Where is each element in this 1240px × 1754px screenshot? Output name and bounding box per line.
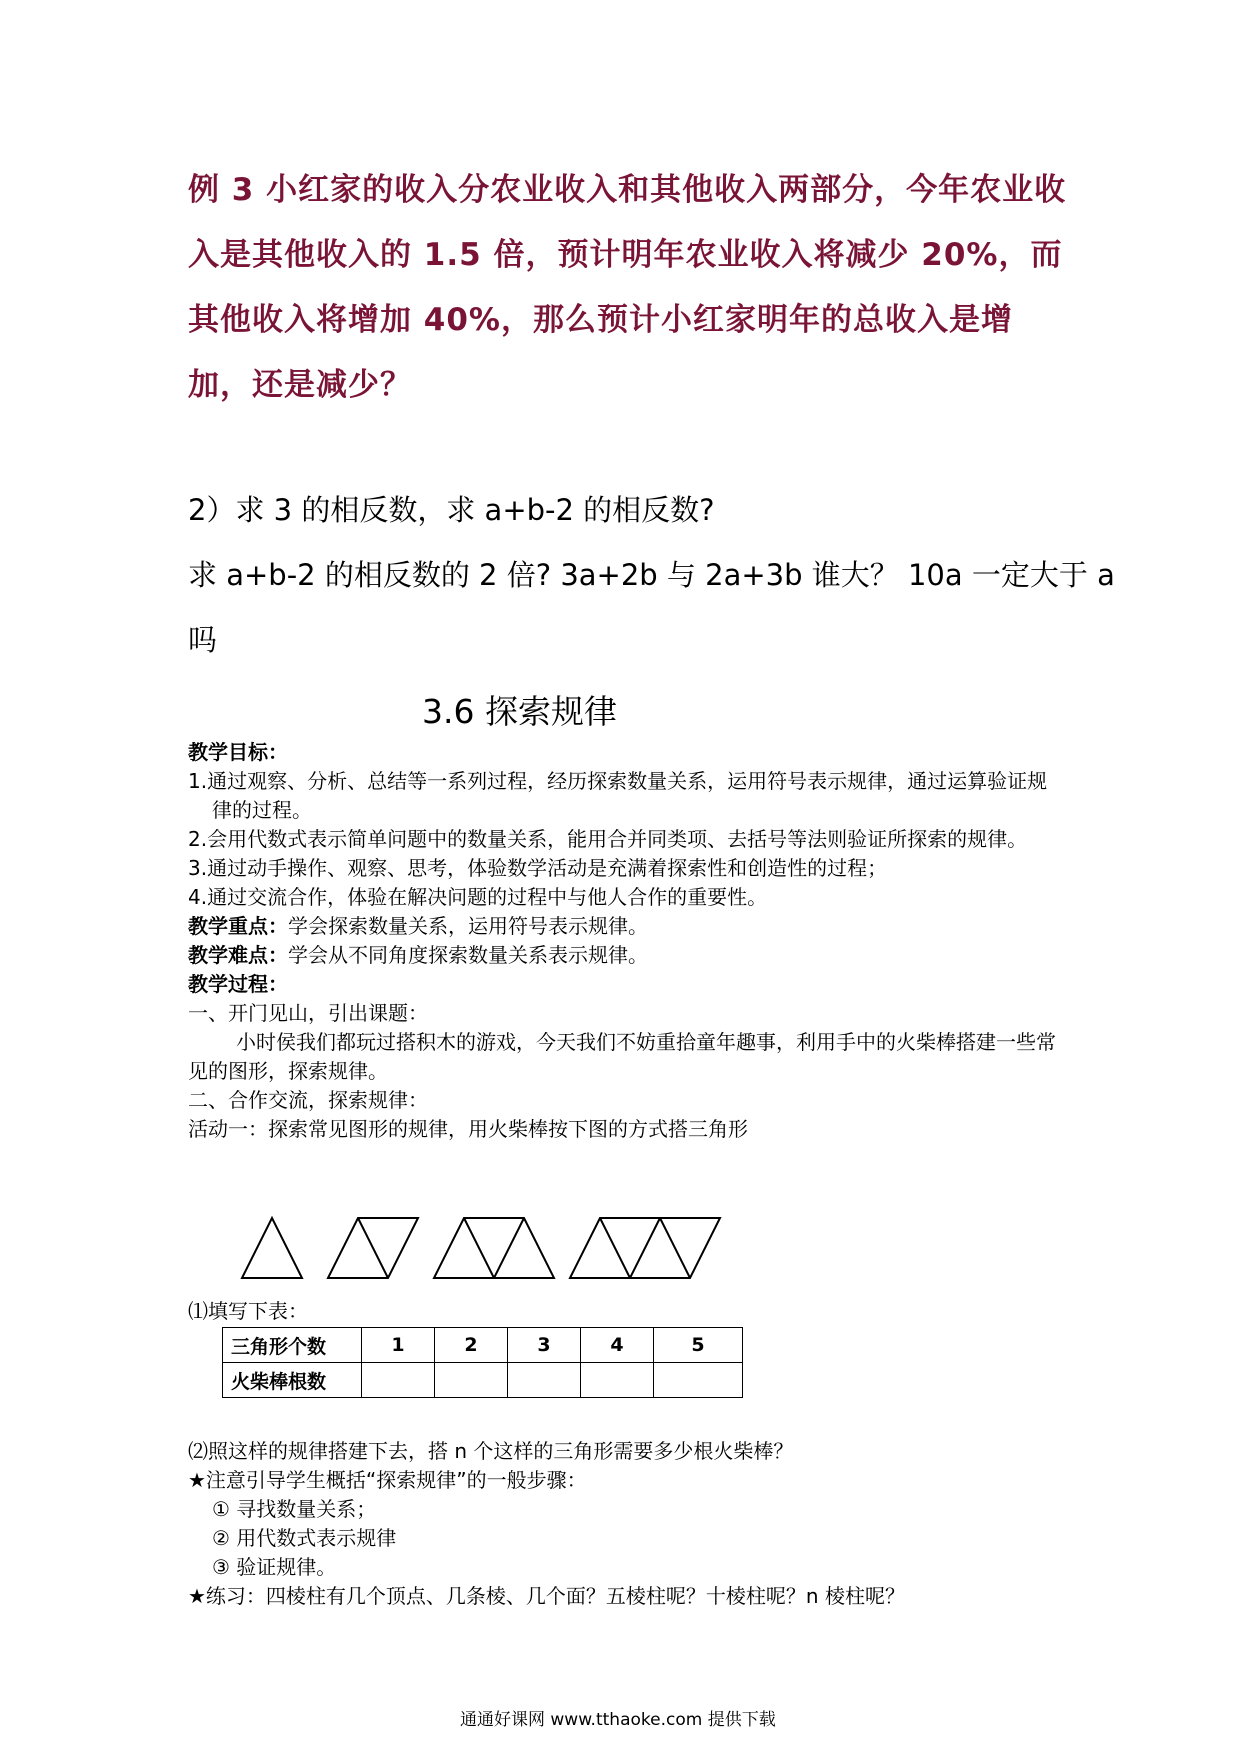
question-2a: 2）求 3 的相反数，求 a+b-2 的相反数? bbox=[188, 493, 715, 527]
table-cell bbox=[581, 1363, 654, 1398]
step-item: ③ 验证规律。 bbox=[212, 1555, 337, 1579]
step-item: ① 寻找数量关系； bbox=[212, 1497, 377, 1521]
row-label-triangles: 三角形个数 bbox=[223, 1328, 362, 1363]
question-2b: 求 a+b-2 的相反数的 2 倍? 3a+2b 与 2a+3b 谁大？ 10a 一定大于 a bbox=[188, 558, 1115, 592]
part1-text: 小时侯我们都玩过搭积木的游戏，今天我们不妨重拾童年趣事，利用手中的火柴棒搭建一些常见的图形，探索规律。 bbox=[188, 1030, 1056, 1083]
question-n: ⑵照这样的规律搭建下去，搭 n 个这样的三角形需要多少根火柴棒？ bbox=[188, 1439, 794, 1463]
table-cell: 1 bbox=[362, 1328, 435, 1363]
table-cell bbox=[435, 1363, 508, 1398]
key-label: 教学重点： bbox=[188, 914, 288, 938]
example-3-problem: 例 3 小红家的收入分农业收入和其他收入两部分，今年农业收入是其他收入的 1.5 倍，预计明年农业收入将减少 20%，而其他收入将增加 40%，那么预计小红家明年的总收入是增加，还是减少？ bbox=[188, 172, 1067, 403]
key-point bbox=[188, 912, 1058, 941]
key-text: 学会探索数量关系，运用符号表示规律。 bbox=[288, 914, 648, 938]
table-cell bbox=[508, 1363, 581, 1398]
goal-item: 2.会用代数式表示简单问题中的数量关系，能用合并同类项、去括号等法则验证所探索的规律。 bbox=[188, 827, 1028, 851]
difficulty-point bbox=[188, 941, 1058, 970]
table-cell: 3 bbox=[508, 1328, 581, 1363]
section-title: 3.6 探索规律 bbox=[422, 692, 617, 731]
difficulty-label: 教学难点： bbox=[188, 943, 288, 967]
row-label-matches: 火柴棒根数 bbox=[223, 1363, 362, 1398]
goal-item: 3.通过动手操作、观察、思考，体验数学活动是充满着探索性和创造性的过程； bbox=[188, 856, 888, 880]
step-item: ② 用代数式表示规律 bbox=[212, 1526, 397, 1550]
closing-section bbox=[188, 1437, 1068, 1611]
matchstick-table bbox=[222, 1327, 743, 1398]
question-2b-end: 吗 bbox=[188, 623, 218, 657]
matchstick-triangles-figure bbox=[238, 1214, 738, 1282]
table-cell: 2 bbox=[435, 1328, 508, 1363]
fill-table-label: ⑴填写下表： bbox=[188, 1299, 308, 1323]
steps-note: ★注意引导学生概括“探索规律”的一般步骤： bbox=[188, 1468, 587, 1492]
process-label: 教学过程： bbox=[188, 972, 288, 996]
difficulty-text: 学会从不同角度探索数量关系表示规律。 bbox=[288, 943, 648, 967]
table-row bbox=[223, 1328, 743, 1363]
goal-item: 4.通过交流合作，体验在解决问题的过程中与他人合作的重要性。 bbox=[188, 885, 768, 909]
table-cell bbox=[654, 1363, 743, 1398]
goals-heading: 教学目标： bbox=[188, 740, 288, 764]
footer: 通通好课网 www.tthaoke.com 提供下载 bbox=[460, 1710, 776, 1730]
table-cell bbox=[362, 1363, 435, 1398]
table-row bbox=[223, 1363, 743, 1398]
part1-heading: 一、开门见山，引出课题： bbox=[188, 1001, 428, 1025]
exercise: ★练习：四棱柱有几个顶点、几条棱、几个面？五棱柱呢？十棱柱呢？n 棱柱呢？ bbox=[188, 1584, 905, 1608]
table-cell: 4 bbox=[581, 1328, 654, 1363]
one-triangle bbox=[242, 1218, 302, 1278]
part2-heading: 二、合作交流，探索规律： bbox=[188, 1088, 428, 1112]
lesson-body bbox=[188, 738, 1058, 1144]
activity-1: 活动一：探索常见图形的规律，用火柴棒按下图的方式搭三角形 bbox=[188, 1117, 748, 1141]
table-cell: 5 bbox=[654, 1328, 743, 1363]
three-triangles bbox=[434, 1218, 554, 1278]
goal-item: 1.通过观察、分析、总结等一系列过程，经历探索数量关系，运用符号表示规律，通过运算验证规律的过程。 bbox=[188, 769, 1048, 822]
